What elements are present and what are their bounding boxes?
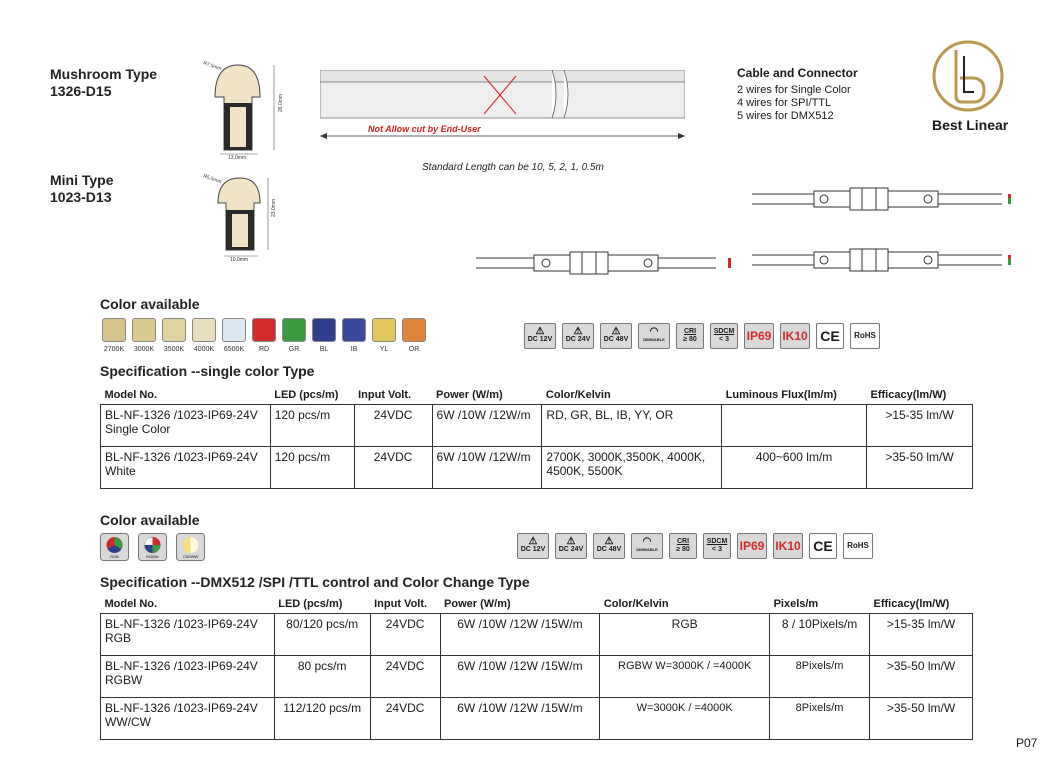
badge-text: DIMMABLE bbox=[643, 337, 665, 342]
badge-text: IK10 bbox=[775, 539, 801, 553]
color-swatch bbox=[222, 318, 246, 342]
dmx-header-power: Power (W/m) bbox=[440, 595, 600, 614]
color-swatch bbox=[342, 318, 366, 342]
cwww-swatch-label: CW/WW bbox=[182, 554, 199, 559]
color-swatch bbox=[132, 318, 156, 342]
color-swatch-label: 2700K bbox=[103, 346, 125, 353]
single-header-volt: Input Volt. bbox=[354, 386, 432, 405]
single-row1-eff: >15-35 lm/W bbox=[867, 405, 973, 447]
mushroom-title-line1: Mushroom Type bbox=[50, 66, 158, 82]
dmx-row2-power: 6W /10W /12W /15W/m bbox=[440, 656, 600, 698]
badge-text: ≥ 80 bbox=[683, 336, 697, 343]
cable-line-single: 2 wires for Single Color bbox=[737, 84, 851, 96]
cri-badge bbox=[676, 323, 704, 349]
dc12v-badge bbox=[524, 323, 556, 349]
dmx-row1-model: BL-NF-1326 /1023-IP69-24V RGB bbox=[101, 614, 275, 656]
dmx-header-model: Model No. bbox=[101, 595, 275, 614]
single-row2-power: 6W /10W /12W/m bbox=[432, 447, 542, 489]
badge-text: IP69 bbox=[746, 329, 772, 343]
badge-text: CRI bbox=[676, 538, 690, 545]
dimmable-badge bbox=[638, 323, 670, 349]
dmx-swatches bbox=[100, 533, 210, 566]
single-header-row bbox=[101, 386, 973, 405]
badge-text: SDCM bbox=[706, 538, 728, 545]
dmx-row3-volt: 24VDC bbox=[370, 698, 440, 740]
dmx-header-volt: Input Volt. bbox=[370, 595, 440, 614]
badge-text: CE bbox=[820, 328, 840, 344]
single-row1-volt: 24VDC bbox=[354, 405, 432, 447]
dc48v-badge bbox=[600, 323, 632, 349]
color-swatch bbox=[192, 318, 216, 342]
color-swatch bbox=[162, 318, 186, 342]
mini-height: 23.0mm bbox=[271, 198, 277, 217]
connector-left-drawing bbox=[476, 248, 746, 280]
dmx-row3-color: W=3000K / =4000K bbox=[600, 698, 770, 740]
badge-text: DC 48V bbox=[596, 546, 622, 553]
badge-text: DC 24V bbox=[558, 546, 584, 553]
dmx-row2-led: 80 pcs/m bbox=[274, 656, 370, 698]
mushroom-width: 13.0mm bbox=[228, 155, 247, 160]
dmx-row1-pixels: 8 / 10Pixels/m bbox=[770, 614, 870, 656]
color-swatch bbox=[402, 318, 426, 342]
warning-triangle-icon: ⚠ bbox=[604, 536, 614, 547]
cri-badge bbox=[669, 533, 697, 559]
dmx-row3-eff: >35-50 lm/W bbox=[869, 698, 972, 740]
connector-bottom-drawing bbox=[752, 243, 1022, 279]
single-row1-led: 120 pcs/m bbox=[270, 405, 354, 447]
dmx-header-row bbox=[101, 595, 973, 614]
single-row2-eff: >35-50 lm/W bbox=[867, 447, 973, 489]
single-row2-led: 120 pcs/m bbox=[270, 447, 354, 489]
single-row2-flux: 400~600 lm/m bbox=[722, 447, 867, 489]
dmx-header-pixels: Pixels/m bbox=[770, 595, 870, 614]
dmx-row2-color: RGBW W=3000K / =4000K bbox=[600, 656, 770, 698]
cable-title: Cable and Connector bbox=[737, 66, 858, 80]
single-header-led: LED (pcs/m) bbox=[270, 386, 354, 405]
mini-width: 10.0mm bbox=[230, 257, 249, 263]
dmx-row1-led: 80/120 pcs/m bbox=[274, 614, 370, 656]
color-swatch bbox=[372, 318, 396, 342]
dmx-header-eff: Efficacy(lm/W) bbox=[869, 595, 972, 614]
dmx-row2-volt: 24VDC bbox=[370, 656, 440, 698]
connector-top-drawing bbox=[752, 182, 1022, 218]
badge-text: IK10 bbox=[782, 329, 808, 343]
single-row2-color: 2700K, 3000K,3500K, 4000K, 4500K, 5500K bbox=[542, 447, 722, 489]
badge-text: RoHS bbox=[847, 541, 869, 550]
dimmer-icon: ◠ bbox=[642, 536, 652, 547]
rgbw-swatch-label: RGBW bbox=[146, 554, 159, 559]
color-swatch-label: OR bbox=[408, 346, 420, 353]
badge-text: RoHS bbox=[854, 331, 876, 340]
warning-triangle-icon: ⚠ bbox=[566, 536, 576, 547]
dmx-row3-pixels: 8Pixels/m bbox=[770, 698, 870, 740]
color-swatch bbox=[102, 318, 126, 342]
ip69-badge bbox=[744, 323, 774, 349]
cable-line-dmx: 5 wires for DMX512 bbox=[737, 110, 834, 122]
dc48v-badge bbox=[593, 533, 625, 559]
rohs-badge bbox=[850, 323, 880, 349]
dmx-row2-eff: >35-50 lm/W bbox=[869, 656, 972, 698]
table-row bbox=[101, 447, 973, 489]
single-header-model: Model No. bbox=[101, 386, 271, 405]
mushroom-title bbox=[50, 66, 157, 100]
warning-triangle-icon: ⚠ bbox=[528, 536, 538, 547]
cable-info bbox=[737, 66, 858, 123]
dc24v-badge bbox=[555, 533, 587, 559]
single-row1-flux bbox=[722, 405, 867, 447]
dmx-row1-power: 6W /10W /12W /15W/m bbox=[440, 614, 600, 656]
brand-name: Best Linear bbox=[932, 117, 1009, 133]
single-row1-power: 6W /10W /12W/m bbox=[432, 405, 542, 447]
warning-triangle-icon: ⚠ bbox=[611, 326, 621, 337]
single-header-color: Color/Kelvin bbox=[542, 386, 722, 405]
dmx-spec-table bbox=[100, 595, 973, 740]
single-row2-volt: 24VDC bbox=[354, 447, 432, 489]
color-swatch-label: 3500K bbox=[163, 346, 185, 353]
badge-text: < 3 bbox=[719, 336, 729, 343]
badge-text: < 3 bbox=[712, 546, 722, 553]
mushroom-height: 26.0mm bbox=[278, 93, 284, 112]
dmx-color-heading: Color available bbox=[100, 512, 200, 528]
length-note: Standard Length can be 10, 5, 2, 1, 0.5m bbox=[422, 162, 604, 173]
dc12v-badge bbox=[517, 533, 549, 559]
warning-triangle-icon: ⚠ bbox=[573, 326, 583, 337]
table-row bbox=[101, 698, 973, 740]
color-swatch-label: GR bbox=[288, 346, 300, 353]
single-header-eff: Efficacy(lm/W) bbox=[867, 386, 973, 405]
cable-line-spi: 4 wires for SPI/TTL bbox=[737, 97, 832, 109]
rgb-swatch-label: RGB bbox=[110, 554, 119, 559]
sdcm-badge bbox=[703, 533, 731, 559]
mini-profile-drawing bbox=[200, 168, 300, 268]
mini-title bbox=[50, 172, 114, 206]
mushroom-title-line2: 1326-D15 bbox=[50, 83, 112, 99]
single-color-heading: Color available bbox=[100, 296, 200, 312]
dimmer-icon: ◠ bbox=[649, 326, 659, 337]
color-swatch-label: YL bbox=[379, 346, 389, 353]
badge-text: DIMMABLE bbox=[636, 547, 658, 552]
badge-text: DC 12V bbox=[520, 546, 546, 553]
badge-text: IP69 bbox=[739, 539, 765, 553]
rohs-badge bbox=[843, 533, 873, 559]
table-row bbox=[101, 405, 973, 447]
color-swatch-label: 3000K bbox=[133, 346, 155, 353]
warning-triangle-icon: ⚠ bbox=[535, 326, 545, 337]
dimmable-badge bbox=[631, 533, 663, 559]
dmx-row3-model: BL-NF-1326 /1023-IP69-24V WW/CW bbox=[101, 698, 275, 740]
color-swatch bbox=[312, 318, 336, 342]
badge-text: DC 24V bbox=[565, 336, 591, 343]
ik10-badge bbox=[780, 323, 810, 349]
cut-warning: Not Allow cut by End-User bbox=[368, 124, 481, 134]
badge-text: DC 48V bbox=[603, 336, 629, 343]
color-swatch-label: 6500K bbox=[223, 346, 245, 353]
dmx-header-led: LED (pcs/m) bbox=[274, 595, 370, 614]
badge-text: ≥ 80 bbox=[676, 546, 690, 553]
table-row bbox=[101, 614, 973, 656]
badge-text: SDCM bbox=[713, 328, 735, 335]
single-spec-heading: Specification --single color Type bbox=[100, 363, 315, 379]
ip69-badge bbox=[737, 533, 767, 559]
color-swatch-label: IB bbox=[350, 346, 358, 353]
table-row bbox=[101, 656, 973, 698]
badge-text: CRI bbox=[683, 328, 697, 335]
dmx-row3-power: 6W /10W /12W /15W/m bbox=[440, 698, 600, 740]
dc24v-badge bbox=[562, 323, 594, 349]
single-row1-model: BL-NF-1326 /1023-IP69-24V Single Color bbox=[101, 405, 271, 447]
single-row2-model: BL-NF-1326 /1023-IP69-24V White bbox=[101, 447, 271, 489]
dmx-row1-volt: 24VDC bbox=[370, 614, 440, 656]
sdcm-badge bbox=[710, 323, 738, 349]
color-swatch bbox=[282, 318, 306, 342]
mini-title-line1: Mini Type bbox=[50, 172, 114, 188]
dmx-row2-pixels: 8Pixels/m bbox=[770, 656, 870, 698]
single-spec-table bbox=[100, 386, 973, 489]
color-swatch bbox=[252, 318, 276, 342]
color-swatch-label: BL bbox=[319, 346, 329, 353]
color-swatch-label: RD bbox=[258, 346, 270, 353]
dmx-row1-color: RGB bbox=[600, 614, 770, 656]
page-number: P07 bbox=[1016, 736, 1038, 750]
dmx-row1-eff: >15-35 lm/W bbox=[869, 614, 972, 656]
ce-badge bbox=[816, 323, 844, 349]
color-swatch-label: 4000K bbox=[193, 346, 215, 353]
mini-radius: R5.5mm bbox=[202, 173, 223, 186]
dmx-row2-model: BL-NF-1326 /1023-IP69-24V RGBW bbox=[101, 656, 275, 698]
single-header-flux: Luminous Flux(lm/m) bbox=[722, 386, 867, 405]
mini-title-line2: 1023-D13 bbox=[50, 189, 112, 205]
single-header-power: Power (W/m) bbox=[432, 386, 542, 405]
badge-text: DC 12V bbox=[527, 336, 553, 343]
ce-badge bbox=[809, 533, 837, 559]
dmx-spec-heading: Specification --DMX512 /SPI /TTL control and Color Change Type bbox=[100, 574, 530, 590]
mushroom-radius: R7.5mm bbox=[202, 60, 223, 73]
brand-logo-icon bbox=[930, 38, 1006, 114]
ik10-badge bbox=[773, 533, 803, 559]
dmx-header-color: Color/Kelvin bbox=[600, 595, 770, 614]
badge-text: CE bbox=[813, 538, 833, 554]
mushroom-profile-drawing bbox=[200, 55, 300, 160]
dmx-row3-led: 112/120 pcs/m bbox=[274, 698, 370, 740]
single-row1-color: RD, GR, BL, IB, YY, OR bbox=[542, 405, 722, 447]
